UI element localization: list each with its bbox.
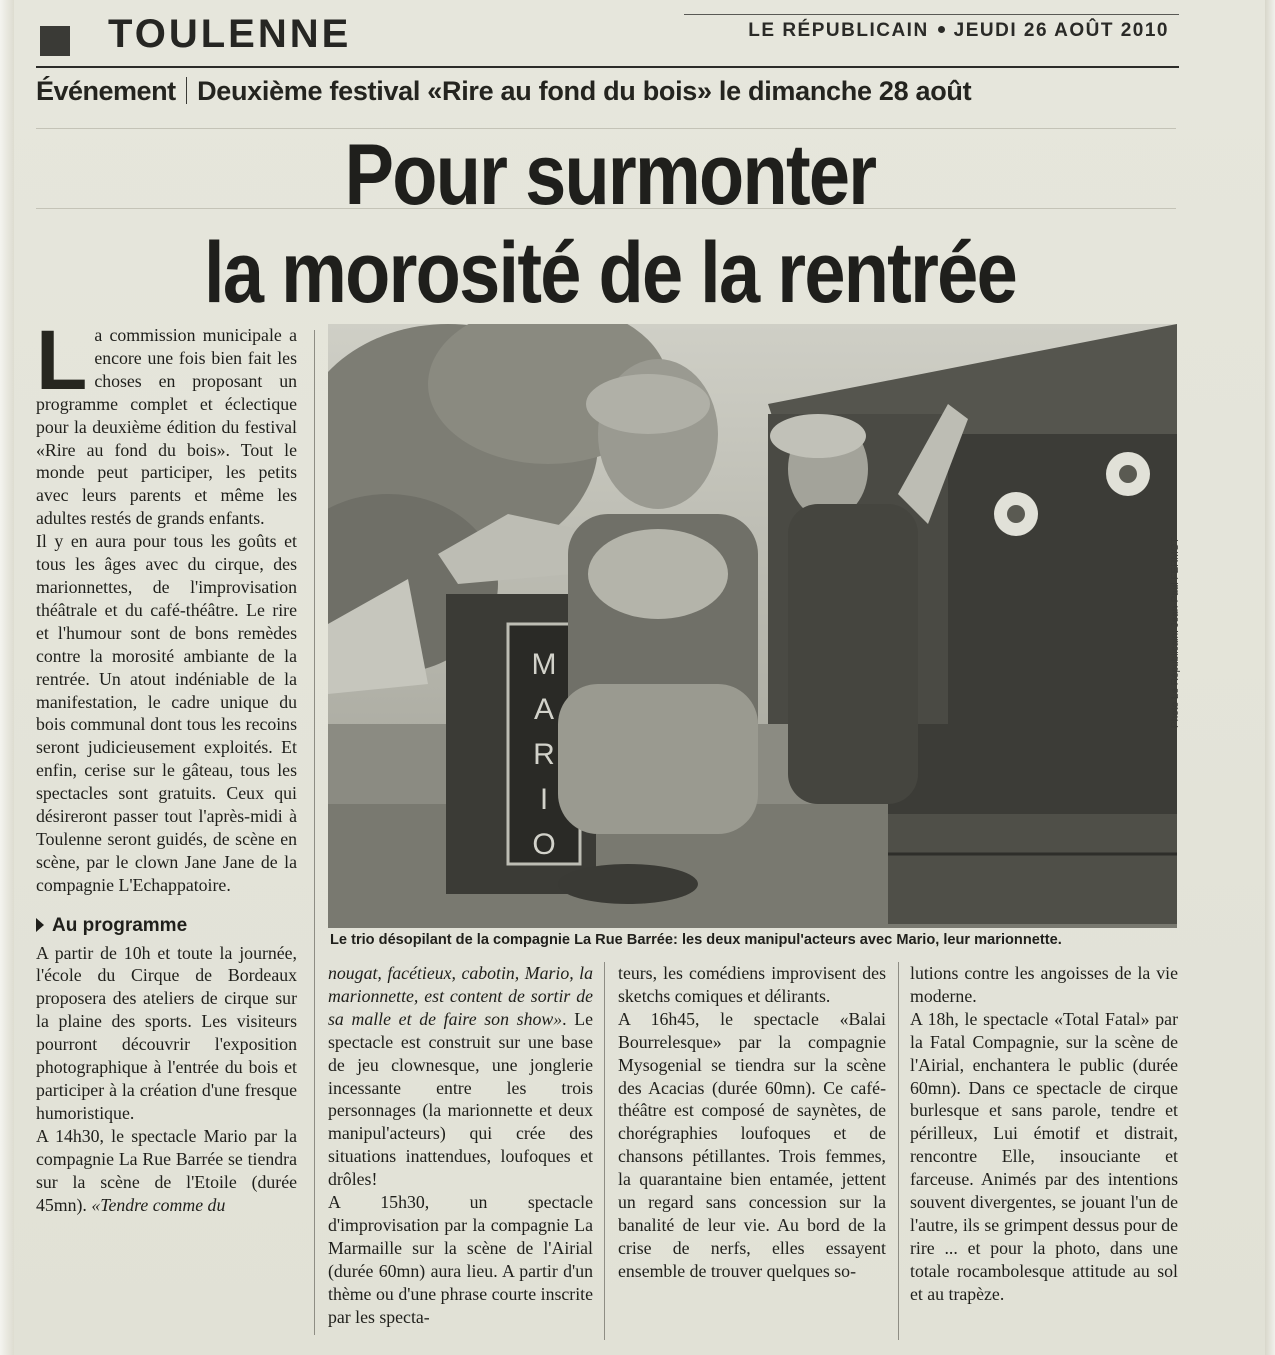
paper-edge-left (0, 0, 14, 1355)
headline-line-1: Pour surmonter (344, 127, 876, 223)
masthead-info (748, 20, 1169, 42)
sign-letter: I (539, 783, 549, 816)
article-column-2 (328, 962, 593, 1329)
column-rule (898, 962, 899, 1340)
quote-text: nougat, facétieux, cabotin, Mario, la marionnette, est content de sortir de sa malle et de faire son show» (328, 963, 593, 1029)
sign-letter: O (532, 828, 556, 861)
sign-letter: M (531, 648, 557, 681)
sign-letter: A (533, 693, 555, 726)
quote-text: «Tendre comme du (91, 1194, 226, 1215)
sign-letter: R (533, 738, 555, 771)
header-top-rule (684, 14, 1179, 15)
article-paragraph (328, 962, 593, 1191)
issue-date: JEUDI 26 AOÛT 2010 (953, 20, 1169, 41)
kicker (36, 76, 971, 107)
headline-line-2: la morosité de la rentrée (203, 225, 1016, 321)
photo-caption: Le trio désopilant de la compagnie La Rue Barrée: les deux manipul'acteurs avec Mario, leur marionnette. (330, 932, 1062, 948)
article-column-3 (618, 962, 886, 1283)
paragraph-text: . Le spectacle est construit sur une base de jeu clownesque, une jonglerie incessante entre les trois personnages (la marionnette et deux manipul'acteurs) qui crée des situations inattendues, loufoques et drôles! (328, 1008, 593, 1190)
article-photo (328, 324, 1177, 928)
article-paragraph: A partir de 10h et toute la journée, l'école du Cirque de Bordeaux proposera des ateliers de cirque sur la plaine des sports. Les visiteurs pourront découvrir l'exposition photographique à l'entrée du bois et participer à la création d'une fresque humoristique. (36, 942, 297, 1123)
header-rule (36, 66, 1179, 68)
article-paragraph (36, 1125, 297, 1217)
triangle-bullet-icon (36, 918, 44, 932)
article-paragraph: A 15h30, un spectacle d'improvisation par la compagnie La Marmaille sur la scène de l'Airial (durée 60mn) aura lieu. A partir d'un thème ou d'une phrase courte inscrite par les specta- (328, 1192, 593, 1327)
article-column-1 (36, 313, 297, 1216)
kicker-text: Deuxième festival «Rire au fond du bois» le dimanche 28 août (197, 76, 972, 106)
article-paragraph: A 18h, le spectacle «Total Fatal» par la Fatal Compagnie, sur la scène de l'Airial, enchantera le public (durée 60mn). Dans ce spectacle de cirque burlesque et sans parole, tendre et périlleux, Lui émotif et distrait, rencontre Elle, insouciante et farceuse. Animés par des intentions souvent divergentes, se jouant l'un de l'autre, ils se grimpent dessus pour de rire ... et pour la photo, dans une totale rocambolesque attitude au sol et au trapèze. (910, 1008, 1178, 1304)
paragraph-text: A 14h30, le spectacle Mario par la compagnie La Rue Barrée se tiendra sur la scène de l'Etoile (durée 45mn). (36, 1125, 297, 1215)
section-title: TOULENNE (108, 12, 352, 56)
article-column-4 (910, 962, 1178, 1306)
subheading (36, 915, 297, 938)
kicker-separator (186, 77, 188, 104)
column-rule (604, 962, 605, 1340)
column-rule (314, 330, 315, 1335)
article-paragraph: a commission municipale a encore une fois bien fait les choses en proposant un programme complet et éclectique pour la deuxième édition du festival «Rire au fond du bois». Tout le monde peut participer, les petits avec leurs parents et même les adultes restés de grands enfants. (36, 325, 297, 529)
article-paragraph: lutions contre les angoisses de la vie moderne. (910, 963, 1178, 1006)
bullet-icon (938, 26, 945, 33)
section-square-icon (40, 26, 70, 56)
headline (120, 126, 1100, 322)
paper-edge-right (1265, 0, 1275, 1355)
article-paragraph: Il y en aura pour tous les goûts et tous les âges avec du cirque, des marionnettes, de l'improvisation théâtrale et du café-théâtre. Le rire et l'humour sont de bons remèdes contre la morosité ambiante de la rentrée. Un atout indéniable de la manifestation, le cadre unique du bois communal dont tous les recoins seront judicieusement exploités. Et enfin, cerise sur le gâteau, tous les spectacles sont gratuits. Ceux qui désireront passer tout l'après-midi à Toulenne seront guidés, de scène en scène, par le clown Jane Jane de la compagnie L'Echappatoire. (36, 531, 297, 895)
article-paragraph: teurs, les comédiens improvisent des sketchs comiques et délirants. (618, 963, 886, 1006)
newspaper-name: LE RÉPUBLICAIN (748, 20, 929, 41)
photo-credit: Photo Le Républicain: Jean-Paul FERMOT (1170, 537, 1181, 728)
drop-cap: L (36, 313, 88, 407)
photo-illustration (328, 324, 1177, 928)
subheading-label: Au programme (52, 914, 188, 936)
kicker-label: Événement (36, 76, 176, 106)
article-paragraph: A 16h45, le spectacle «Balai Bourrelesque» par la compagnie Mysogenial se tiendra sur la scène des Acacias (durée 60mn). Ce café-théâtre est composé de saynètes, de chorégraphies loufoques et de chansons pétillantes. Trois femmes, la quarantaine bien entamée, jettent un regard sans concession sur la banalité de leur vie. Au bord de la crise de nerfs, elles essayent ensemble de trouver quelques so- (618, 1008, 886, 1281)
